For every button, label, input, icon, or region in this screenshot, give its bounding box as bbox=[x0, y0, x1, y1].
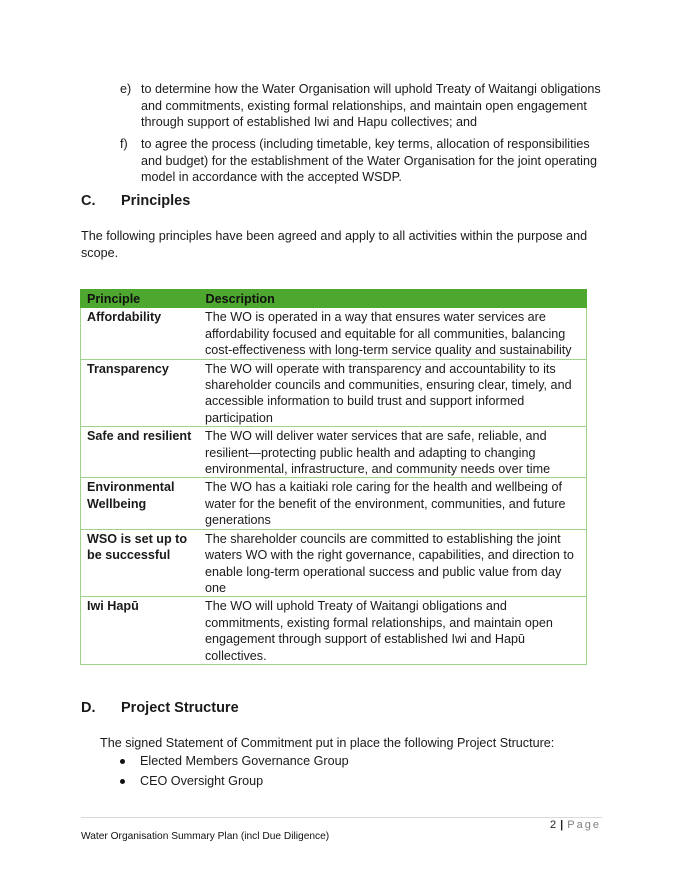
list-item bbox=[118, 753, 349, 773]
description-cell: The WO will uphold Treaty of Waitangi obligations and commitments, existing formal relationships, and maintain open engagement through support of established Iwi and Hapū collectives. bbox=[199, 597, 587, 665]
bullet-icon bbox=[120, 779, 125, 784]
page-number-separator: | bbox=[560, 819, 564, 831]
principle-cell: Iwi Hapū bbox=[81, 597, 200, 665]
principles-intro: The following principles have been agreed and apply to all activities within the purpose and scope. bbox=[81, 229, 588, 260]
footer-document-title: Water Organisation Summary Plan (incl Due Diligence) bbox=[81, 831, 330, 842]
principle-cell: Safe and resilient bbox=[81, 427, 200, 478]
description-cell: The WO will deliver water services that are safe, reliable, and resilient—protecting public health and adapting to changing environmental, infrastructure, and community needs over time bbox=[199, 427, 587, 478]
principle-cell: WSO is set up to be successful bbox=[81, 529, 200, 597]
table-row bbox=[81, 359, 587, 427]
page-word: Page bbox=[567, 819, 601, 831]
section-c-heading bbox=[81, 193, 190, 209]
description-cell: The shareholder councils are committed to establishing the joint waters WO with the right governance, capabilities, and direction to enable long-term operational success and public value from day one bbox=[199, 529, 587, 597]
description-cell: The WO will operate with transparency and accountability to its shareholder councils and communities, ensuring clear, timely, and accessible information to build trust and support informed participation bbox=[199, 359, 587, 427]
table-row bbox=[81, 308, 587, 359]
list-item-text: to determine how the Water Organisation will uphold Treaty of Waitangi obligations and commitments, existing formal relationships, and maintain open engagement through support of established Iwi and Hapu collectives; and bbox=[141, 82, 601, 129]
principle-cell: Transparency bbox=[81, 359, 200, 427]
list-marker: e) bbox=[120, 82, 132, 96]
principle-cell: Environmental Wellbeing bbox=[81, 478, 200, 529]
list-item-e bbox=[120, 81, 610, 131]
table-row bbox=[81, 529, 587, 597]
section-title: Project Structure bbox=[121, 700, 239, 716]
table-row bbox=[81, 597, 587, 665]
list-item-f bbox=[120, 136, 610, 186]
principles-table bbox=[80, 289, 587, 665]
description-cell: The WO is operated in a way that ensures water services are affordability focused and equitable for all communities, balancing cost-effectiveness with long-term service quality and sustainability bbox=[199, 308, 587, 359]
section-letter: D. bbox=[81, 700, 96, 716]
bullet-icon bbox=[120, 759, 125, 764]
page-number-value: 2 bbox=[549, 819, 557, 831]
column-header-principle: Principle bbox=[81, 290, 200, 308]
section-letter: C. bbox=[81, 193, 96, 209]
list-item-text: CEO Oversight Group bbox=[140, 774, 264, 788]
list-item-text: Elected Members Governance Group bbox=[140, 754, 349, 768]
list-item-text: to agree the process (including timetable, key terms, allocation of responsibilities and budget) for the establishment of the Water Organisation for the joint operating model in accordance with the accepted WSDP. bbox=[141, 137, 597, 184]
footer-divider bbox=[81, 817, 602, 818]
table-row bbox=[81, 427, 587, 478]
list-item bbox=[118, 773, 349, 793]
project-structure-intro: The signed Statement of Commitment put in place the following Project Structure: bbox=[100, 736, 555, 750]
project-structure-list bbox=[118, 753, 349, 793]
section-d-heading bbox=[81, 700, 239, 716]
section-title: Principles bbox=[121, 193, 191, 209]
page-number bbox=[550, 819, 601, 831]
list-marker: f) bbox=[120, 137, 128, 151]
description-cell: The WO has a kaitiaki role caring for the health and wellbeing of water for the benefit of the environment, communities, and future generations bbox=[199, 478, 587, 529]
column-header-description: Description bbox=[199, 290, 587, 308]
table-header-row bbox=[81, 290, 587, 308]
table-row bbox=[81, 478, 587, 529]
principle-cell: Affordability bbox=[81, 308, 200, 359]
